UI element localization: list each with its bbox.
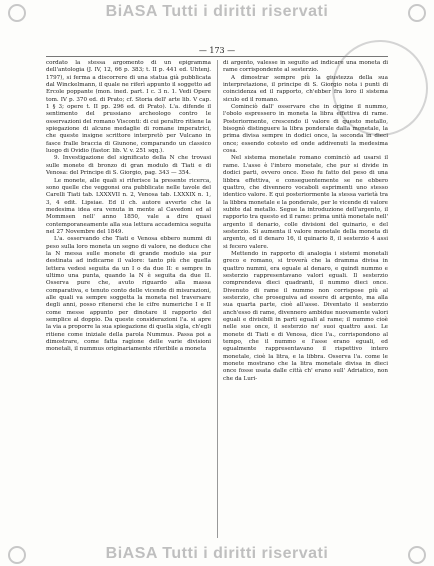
right-column xyxy=(223,60,388,383)
column-divider xyxy=(217,60,218,538)
paragraph: Le monete, alle quali si riferisce la presente ricerca, sono quelle che veggonsi ora pubblicate nelle tavole del Carelli Tiati tab. LXXXVII n. 2, Venosa tab. LXXXIX n. 1, 3, 4 edit. Lipsiae. Ed il ch. autore avverte che la medesima idea era venuta in mente al Cavedoni ed al Mommsen nell' anno 1850, vale a dire quasi contemporaneamente alla sua lettura accademica seguita nel 27 Novembre del 1849. xyxy=(46,177,211,235)
side-watermark xyxy=(412,150,432,410)
paragraph: Nel sistema monetale romano cominciò ad usarsi il rame. L'asse è l'intero monetale, che pur si divide in dodici parti, ovvero once. Esso fu fatto del peso di una libbra effettiva, e conseguentemente se ne ebbero quattro, che divennero vocaboli esprimenti uno stesso identico valore. E qui posteriormente la stessa varietà tra la libbra monetale e la ponderale, per le vicende di valore subite dal metallo. Segue la introduzione dell'argento, il rapporto tra questo ed il rame: prima unità monetale nell' argento il denario, colle divisioni del quinario, e del sesterzio. Si aumenta il valore monetale della moneta di argento, ed il denaro 16, il quinario 8, il sesterzio 4 assi si fecero valere. xyxy=(223,155,388,250)
watermark-text-bottom: BiASA Tutti i diritti riservati xyxy=(105,545,329,562)
paragraph: di argento, valesse in seguito ad indicare una moneta di rame corrispondente al sesterzio. xyxy=(223,60,388,74)
watermark-banner-top xyxy=(0,0,434,24)
page-number: — 173 — xyxy=(198,46,236,55)
watermark-banner-bottom xyxy=(0,542,434,566)
watermark-text-top: BiASA Tutti i diritti riservati xyxy=(105,3,329,20)
paragraph: L'a. osservando che Tiati e Venosa ebbero nummi di peso sulla loro moneta un segno di valore, ne deduce che la N messa sulle monete di grande modulo sia pur destinata ad indicarne il valore: tanto più che quella lettera vedesi seguita da un I o da due II: e sempre in ultimo una punta, quando la N è seguita da due II. Osserva pure che, avuto riguardo alla massa comparativa, e tenuto conto delle vicende di misurazioni, alle quali va sempre soggetta la moneta nel traversare degli anni, posso ritenersi che le cifre numeriche I e II come messe appunto per dinotare il rapporto del semplice al doppio. Da queste considerazioni l'a. si apre la via a proporre la sua spiegazione di quella sigla, ch'egli ritiene come iniziale della parola Nummus. Passa poi a dimostrare, come fatta ragione delle varie divisioni monetali, il nummus originariamente riferibile a moneta xyxy=(46,236,211,353)
article-heading: 9. Investigazione del significato della N che trovasi sulle monete di bronzo di gran modulo di Tiati e di Venosa: del Principe di S. Giorgio, pag. 343 — 354. xyxy=(46,155,211,177)
left-column xyxy=(46,60,211,354)
paragraph: A dimostrar sempre più la giustezza della sua interpretazione, il principe di S. Giorgio nota i punti di coincidenza ed il rapporto, ch'ebber fra loro il sistema siculo ed il romano. xyxy=(223,74,388,103)
library-logo-icon xyxy=(8,546,26,564)
library-logo-icon xyxy=(408,4,426,22)
paragraph: Cominciò dall' osservare che in origine il nummo, l'obolo espressero in moneta la libra effettiva di rame. Posteriormente, crescendo il valore di questo metallo, bisognò distinguere la libra ponderale dalla monetale, la prima divisa sempre in dodici once, la seconda in dieci once; essendo cotesto ed onde addivenuti la medesima cosa. xyxy=(223,104,388,155)
header-rule xyxy=(46,56,388,57)
library-logo-icon xyxy=(8,4,26,22)
paragraph: Mettendo in rapporto di analogia i sistemi monetali greco e romano, si troverà che la dramma divisa in quattro nummi, era eguale al denaro, e quindi nummo e sesterzio rappresentavano valori eguali. Il sesterzio comprendeva dieci quadranti, il nummo dieci once. Divenuto di rame il nummo non corrispose più al sesterzio, che proseguiva ad essere di argento, ma alla sua quarta parte, cioè all'asse. Diventato il sesterzio anch'esso di rame, divennero ambidue nuovamente valori eguali e divisibili in parti eguali al rame; il nummo cioè nelle sue once, il sesterzio ne' suoi quattro assi. Le monete di Tiati e di Venosa, dice l'a., corrispondono al tempo, che il nummo e l'asse erano eguali, ed egualmente rappresentavano il rispettivo intero monetale, cioè la litra, e la libbra. Osserva l'a. come le monete mostrano che la litra monetale divisa in dieci once fosse usata dalle città ch' erano sull' Adriatico, non che da Luri- xyxy=(223,250,388,382)
library-logo-icon xyxy=(408,546,426,564)
paragraph: cordato la stessa argomento di un epigramma dell'antologia (J. IV, 12, 66 p. 383; t. II p. 441 ed. Uhtenj. 1797), si ferma a discorrere di una statua già pubblicata dal Winckelmann, il quale ne riferì appunto il soggetto ad Ercole poppante (mon. ined. part. I c. 3 n. 1. Vedi Opere tom. IV p. 370 ed. di Prato; cf. Storia dell' arte lib. V cap. 1 § 3; opere t. II pp. 296 ed. di Prato). L'a. difende il sentimento del prussiano archeologo contro le osservazioni del romano Visconti: di cui peraltro ritiene la spiegazione di alcune medaglie di romane imperatrici, che queste insigne scrittore interpretò per Vulcano in fasce fralle braccia di Giunone, comparando un classico luogo di Ovidio (fastor. lib. V. v. 251 sqq.). xyxy=(46,60,211,155)
